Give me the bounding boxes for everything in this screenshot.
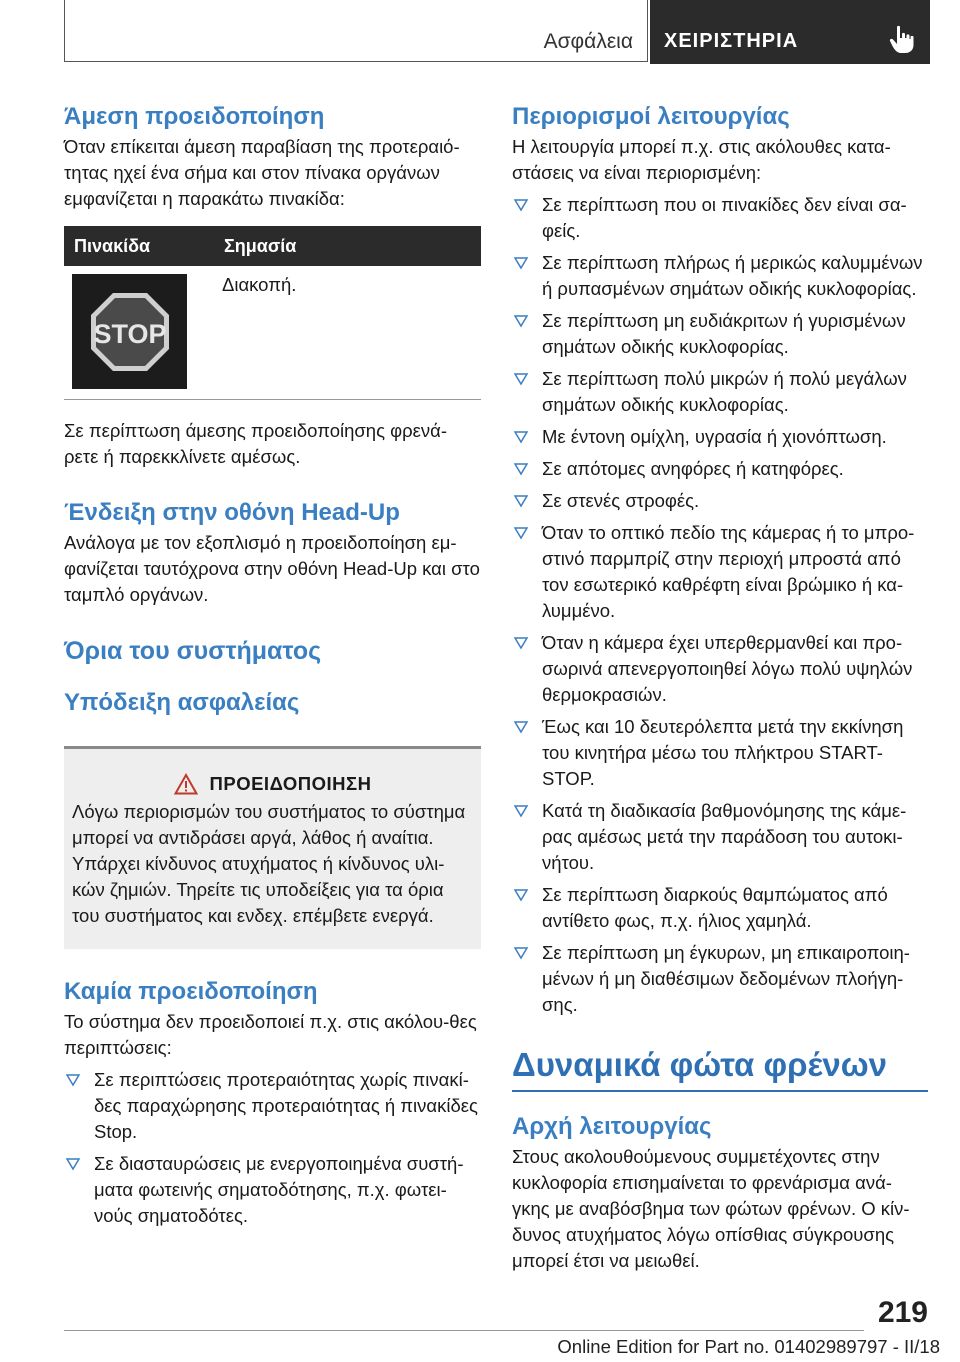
list-item: Σε περίπτωση διαρκούς θαμπώματος από αντίθετο φως, π.χ. ήλιος χαμηλά. (512, 882, 928, 934)
heading-no-warning: Καμία προειδοποίηση (64, 978, 318, 1005)
no-warning-list (64, 1067, 481, 1229)
right-column (512, 100, 928, 1274)
list-item: Έως και 10 δευτερόλεπτα μετά την εκκίνηση του κινητήρα μέσω του πλήκτρου START-STOP. (512, 714, 928, 792)
table-cell-sign (64, 266, 214, 400)
bullet-triangle-icon (514, 462, 528, 476)
bullet-triangle-icon (514, 946, 528, 960)
heading-restrictions: Περιορισμοί λειτουργίας (512, 103, 790, 130)
stop-sign-icon (88, 290, 172, 374)
bullet-triangle-icon (514, 494, 528, 508)
header-chapter-box (650, 0, 930, 64)
bullet-triangle-icon (514, 430, 528, 444)
table-header-sign: Πινακίδα (64, 226, 214, 266)
heading-system-limits: Όρια του συστήματος (64, 637, 322, 665)
bullet-triangle-icon (66, 1157, 80, 1171)
header-chapter-title: ΧΕΙΡΙΣΤΗΡΙΑ (664, 30, 799, 52)
paragraph-immediate-warning: Όταν επίκειται άμεση παραβίαση της προτεραιό-τητας ηχεί ένα σήμα και στον πίνακα οργάνων εμφανίζεται η παρακάτω πινακίδα: (64, 136, 460, 209)
paragraph-principle: Στους ακολουθούμενους συμμετέχοντες στην κυκλοφορία επισημαίνεται το φρενάρισμα ανά-γκης με αναβόσβημα των φώτων φρένων. Ο κίν-δυνος ατυχήματος λόγω οπίσθιας σύγκρουσης μπορεί έτσι να μειωθεί. (512, 1146, 910, 1271)
heading-rule (512, 1090, 928, 1092)
warning-title-row (72, 773, 473, 795)
stop-sign-image (72, 274, 187, 389)
heading-immediate-warning: Άμεση προειδοποίηση (64, 103, 325, 130)
list-item: Όταν η κάμερα έχει υπερθερμανθεί και προ-σωρινά απενεργοποιηθεί λόγω πολύ υψηλών θερμοκρασιών. (512, 630, 928, 708)
bullet-triangle-icon (514, 372, 528, 386)
list-item: Με έντονη ομίχλη, υγρασία ή χιονόπτωση. (512, 424, 928, 450)
heading-dynamic-brake-lights: Δυναμικά φώτα φρένων (512, 1046, 888, 1083)
left-column (64, 100, 481, 1235)
table-header-meaning: Σημασία (214, 226, 481, 266)
list-item: Σε περίπτωση πολύ μικρών ή πολύ μεγάλων σημάτων οδικής κυκλοφορίας. (512, 366, 928, 418)
warning-triangle-icon (174, 773, 198, 795)
list-item: Σε απότομες ανηφόρες ή κατηφόρες. (512, 456, 928, 482)
paragraph-brake: Σε περίπτωση άμεσης προειδοποίησης φρενά-ρετε ή παρεκκλίνετε αμέσως. (64, 420, 448, 467)
heading-principle: Αρχή λειτουργίας (512, 1113, 712, 1140)
heading-head-up: Ένδειξη στην οθόνη Head-Up (64, 499, 400, 526)
hand-pointer-icon (888, 24, 916, 54)
restrictions-list (512, 192, 928, 1018)
bullet-triangle-icon (514, 636, 528, 650)
bullet-triangle-icon (514, 198, 528, 212)
bullet-triangle-icon (514, 314, 528, 328)
warning-title: ΠΡΟΕΙΔΟΠΟΙΗΣΗ (209, 773, 372, 794)
footer-divider (64, 1330, 864, 1331)
list-item: Σε περίπτωση που οι πινακίδες δεν είναι σα-φείς. (512, 192, 928, 244)
table-row (64, 266, 481, 400)
bullet-triangle-icon (514, 804, 528, 818)
signs-table (64, 226, 481, 400)
bullet-triangle-icon (514, 256, 528, 270)
warning-text: Λόγω περιορισμών του συστήματος το σύστημα μπορεί να αντιδράσει αργά, λάθος ή αναίτια. Υπάρχει κίνδυνος ατυχήματος ή κίνδυνος υλι-κών ζημιών. Τηρείτε τις υποδείξεις για τα όρια του συστήματος και ενδεχ. επέμβετε ενεργά. (72, 801, 466, 926)
paragraph-head-up: Ανάλογα με τον εξοπλισμό η προειδοποίηση εμ-φανίζεται ταυτόχρονα στην οθόνη Head-Up και στο ταμπλό οργάνων. (64, 532, 480, 605)
list-item: Σε διασταυρώσεις με ενεργοποιημένα συστή-ματα φωτεινής σηματοδότησης, π.χ. φωτει-νούς σηματοδότες. (64, 1151, 481, 1229)
paragraph-no-warning: Το σύστημα δεν προειδοποιεί π.χ. στις ακόλου-θες περιπτώσεις: (64, 1011, 477, 1058)
header-section-box (64, 0, 648, 62)
list-item: Σε στενές στροφές. (512, 488, 928, 514)
page-header (64, 0, 930, 64)
list-item: Κατά τη διαδικασία βαθμονόμησης της κάμε-ρας αμέσως μετά την παράδοση του αυτοκι-νήτου. (512, 798, 928, 876)
list-item: Σε περίπτωση μη ευδιάκριτων ή γυρισμένων σημάτων οδικής κυκλοφορίας. (512, 308, 928, 360)
list-item: Σε περίπτωση μη έγκυρων, μη επικαιροποιη-μένων ή μη διαθέσιμων δεδομένων πλοήγη-σης. (512, 940, 928, 1018)
warning-box (64, 746, 481, 949)
paragraph-restrictions: Η λειτουργία μπορεί π.χ. στις ακόλουθες κατα-στάσεις να είναι περιορισμένη: (512, 136, 891, 183)
heading-safety-note: Υπόδειξη ασφαλείας (64, 689, 300, 716)
list-item: Όταν το οπτικό πεδίο της κάμερας ή το μπρο-στινό παρμπρίζ στην περιοχή μπροστά από τον εσωτερικό καθρέφτη είναι βρώμικο ή κα-λυμμένο. (512, 520, 928, 624)
list-item: Σε περιπτώσεις προτεραιότητας χωρίς πινακί-δες παραχώρησης προτεραιότητας ή πινακίδες Stop. (64, 1067, 481, 1145)
bullet-triangle-icon (514, 526, 528, 540)
bullet-triangle-icon (514, 888, 528, 902)
list-item: Σε περίπτωση πλήρως ή μερικώς καλυμμένων ή ρυπασμένων σημάτων οδικής κυκλοφορίας. (512, 250, 928, 302)
page-number: 219 (877, 1296, 928, 1329)
table-cell-meaning: Διακοπή. (214, 266, 481, 400)
footer-edition: Online Edition for Part no. 01402989797 - II/18 (557, 1336, 940, 1357)
svg-text:STOP: STOP (92, 318, 167, 349)
header-section-title: Ασφάλεια (543, 30, 633, 53)
bullet-triangle-icon (66, 1073, 80, 1087)
bullet-triangle-icon (514, 720, 528, 734)
